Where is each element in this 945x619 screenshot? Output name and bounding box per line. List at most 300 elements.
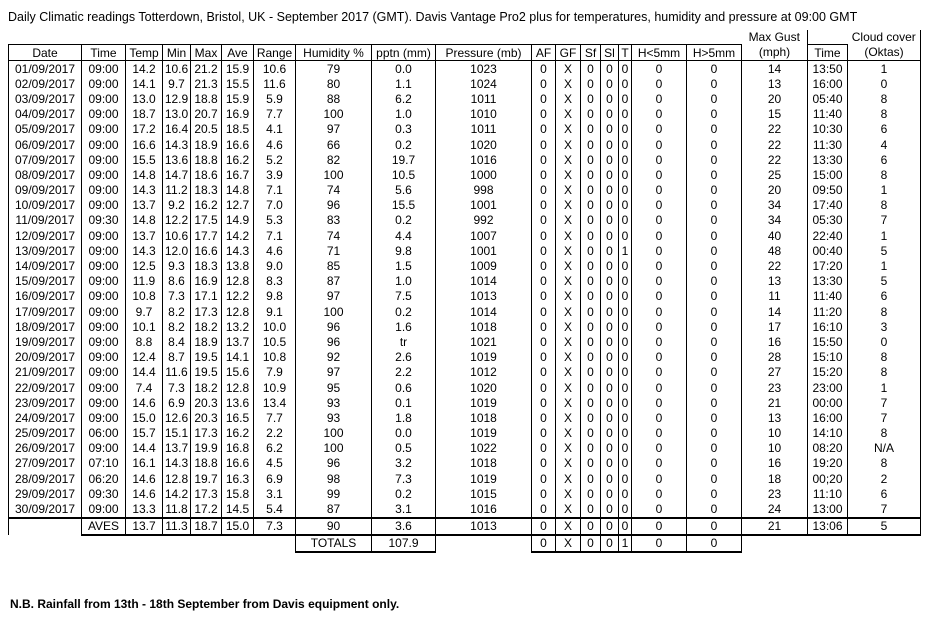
cell-cloud-cover: 1 [848,228,921,243]
aves-t: 0 [619,518,632,535]
cell-max-gust: 15 [742,107,808,122]
cell-ave: 12.8 [222,304,254,319]
cell-hail-lt5: 0 [632,61,687,77]
cell-hail-lt5: 0 [632,486,687,501]
totals-spacer-3 [742,535,921,552]
cell-range: 10.6 [254,61,296,77]
cell-pressure: 1012 [436,365,532,380]
cell-humidity: 97 [296,365,372,380]
cell-cloud-cover: 0 [848,334,921,349]
cell-t: 1 [619,243,632,258]
cell-gust-time: 10:30 [808,122,848,137]
cell-cloud-cover: 8 [848,456,921,471]
cell-af: 0 [532,258,556,273]
cell-min: 8.6 [163,274,191,289]
header-pressure: Pressure (mb) [436,45,532,61]
cell-t: 0 [619,501,632,517]
cell-hail-lt5: 0 [632,410,687,425]
table-row [9,365,921,380]
cell-af: 0 [532,243,556,258]
table-row [9,380,921,395]
cell-gf: X [556,61,581,77]
cell-t: 0 [619,441,632,456]
cell-gf: X [556,380,581,395]
header-pptn: pptn (mm) [372,45,436,61]
header-max-gust: Max Gust [742,30,808,45]
cell-pptn: 0.0 [372,61,436,77]
cell-time: 09:00 [82,395,126,410]
table-row [9,289,921,304]
table-row [9,304,921,319]
cell-gf: X [556,152,581,167]
aves-max: 18.7 [191,518,222,535]
cell-sl: 0 [601,274,619,289]
cell-sl: 0 [601,395,619,410]
cell-t: 0 [619,198,632,213]
cell-sl: 0 [601,441,619,456]
cell-range: 4.5 [254,456,296,471]
cell-time: 09:00 [82,441,126,456]
cell-gf: X [556,228,581,243]
cell-date: 13/09/2017 [9,243,82,258]
cell-t: 0 [619,334,632,349]
totals-hail-lt5: 0 [632,535,687,552]
cell-time: 09:00 [82,76,126,91]
cell-hail-gt5: 0 [687,501,742,517]
cell-humidity: 87 [296,501,372,517]
aves-sl: 0 [601,518,619,535]
cell-sf: 0 [581,183,601,198]
totals-spacer-2 [436,535,532,552]
cell-af: 0 [532,61,556,77]
cell-min: 12.2 [163,213,191,228]
cell-temp: 15.0 [126,410,163,425]
cell-range: 6.9 [254,471,296,486]
cell-max: 17.1 [191,289,222,304]
cell-t: 0 [619,274,632,289]
cell-temp: 11.9 [126,274,163,289]
cell-range: 10.0 [254,319,296,334]
cell-hail-gt5: 0 [687,319,742,334]
cell-pptn: 7.5 [372,289,436,304]
cell-cloud-cover: 7 [848,213,921,228]
cell-af: 0 [532,426,556,441]
cell-hail-gt5: 0 [687,441,742,456]
cell-date: 08/09/2017 [9,167,82,182]
cell-range: 7.1 [254,228,296,243]
cell-sf: 0 [581,304,601,319]
cell-date: 16/09/2017 [9,289,82,304]
cell-af: 0 [532,395,556,410]
cell-hail-gt5: 0 [687,395,742,410]
cell-gust-time: 15:50 [808,334,848,349]
cell-t: 0 [619,426,632,441]
cell-hail-lt5: 0 [632,319,687,334]
cell-min: 8.2 [163,319,191,334]
cell-ave: 16.6 [222,137,254,152]
cell-sf: 0 [581,319,601,334]
cell-temp: 14.4 [126,365,163,380]
cell-humidity: 92 [296,350,372,365]
cell-range: 5.4 [254,501,296,517]
cell-gust-time: 16:00 [808,76,848,91]
header-blank [808,30,848,45]
cell-gust-time: 15:10 [808,350,848,365]
cell-sl: 0 [601,137,619,152]
cell-ave: 15.9 [222,61,254,77]
cell-max: 17.5 [191,213,222,228]
totals-row [9,535,921,552]
cell-time: 09:30 [82,213,126,228]
cell-ave: 12.8 [222,274,254,289]
cell-date: 27/09/2017 [9,456,82,471]
table-row [9,486,921,501]
cell-max: 17.3 [191,426,222,441]
cell-range: 5.3 [254,213,296,228]
cell-cloud-cover: 8 [848,365,921,380]
cell-humidity: 93 [296,395,372,410]
cell-range: 2.2 [254,426,296,441]
cell-gust-time: 22:40 [808,228,848,243]
cell-sl: 0 [601,304,619,319]
cell-sf: 0 [581,137,601,152]
cell-hail-gt5: 0 [687,456,742,471]
cell-t: 0 [619,289,632,304]
cell-hail-gt5: 0 [687,152,742,167]
cell-gf: X [556,319,581,334]
cell-max: 18.2 [191,380,222,395]
cell-sl: 0 [601,122,619,137]
cell-gust-time: 08:20 [808,441,848,456]
cell-hail-gt5: 0 [687,198,742,213]
cell-temp: 13.3 [126,501,163,517]
cell-max-gust: 40 [742,228,808,243]
cell-t: 0 [619,122,632,137]
cell-hail-lt5: 0 [632,76,687,91]
cell-humidity: 97 [296,289,372,304]
cell-date: 25/09/2017 [9,426,82,441]
cell-gf: X [556,350,581,365]
cell-range: 5.2 [254,152,296,167]
cell-af: 0 [532,289,556,304]
cell-max-gust: 23 [742,486,808,501]
cell-max: 20.3 [191,395,222,410]
cell-humidity: 100 [296,167,372,182]
cell-min: 8.7 [163,350,191,365]
aves-af: 0 [532,518,556,535]
cell-gf: X [556,289,581,304]
cell-sf: 0 [581,471,601,486]
cell-af: 0 [532,167,556,182]
header-cloud-cover: (Oktas) [848,45,921,61]
table-row [9,334,921,349]
cell-max: 18.9 [191,137,222,152]
aves-ave: 15.0 [222,518,254,535]
cell-af: 0 [532,91,556,106]
cell-pptn: 0.5 [372,441,436,456]
cell-sl: 0 [601,213,619,228]
cell-sl: 0 [601,107,619,122]
cell-sf: 0 [581,441,601,456]
cell-date: 24/09/2017 [9,410,82,425]
cell-pptn: 0.2 [372,137,436,152]
cell-gust-time: 16:00 [808,410,848,425]
cell-hail-gt5: 0 [687,380,742,395]
cell-date: 22/09/2017 [9,380,82,395]
cell-ave: 14.9 [222,213,254,228]
cell-gf: X [556,365,581,380]
cell-sl: 0 [601,152,619,167]
cell-gust-time: 19:20 [808,456,848,471]
cell-range: 11.6 [254,76,296,91]
cell-gust-time: 09:50 [808,183,848,198]
table-row [9,213,921,228]
aves-hail-gt5: 0 [687,518,742,535]
cell-t: 0 [619,107,632,122]
cell-sf: 0 [581,350,601,365]
cell-af: 0 [532,486,556,501]
table-row [9,167,921,182]
cell-min: 14.2 [163,486,191,501]
cell-range: 7.7 [254,410,296,425]
table-row [9,107,921,122]
cell-gust-time: 00:40 [808,243,848,258]
cell-hail-gt5: 0 [687,76,742,91]
cell-cloud-cover: 7 [848,410,921,425]
cell-sl: 0 [601,410,619,425]
cell-time: 06:00 [82,426,126,441]
cell-date: 09/09/2017 [9,183,82,198]
cell-min: 15.1 [163,426,191,441]
cell-min: 11.6 [163,365,191,380]
cell-gust-time: 17:40 [808,198,848,213]
cell-af: 0 [532,441,556,456]
cell-pptn: 1.0 [372,107,436,122]
cell-min: 6.9 [163,395,191,410]
cell-t: 0 [619,91,632,106]
cell-gf: X [556,167,581,182]
cell-hail-gt5: 0 [687,471,742,486]
cell-date: 03/09/2017 [9,91,82,106]
cell-hail-gt5: 0 [687,91,742,106]
cell-t: 0 [619,258,632,273]
cell-max-gust: 13 [742,274,808,289]
cell-max-gust: 10 [742,441,808,456]
cell-gf: X [556,395,581,410]
cell-gust-time: 13:30 [808,274,848,289]
cell-pptn: 10.5 [372,167,436,182]
cell-af: 0 [532,334,556,349]
cell-ave: 14.2 [222,228,254,243]
cell-gf: X [556,304,581,319]
cell-time: 09:00 [82,274,126,289]
cell-hail-gt5: 0 [687,213,742,228]
cell-gf: X [556,183,581,198]
cell-ave: 12.2 [222,289,254,304]
cell-sf: 0 [581,456,601,471]
cell-pptn: 0.2 [372,213,436,228]
cell-pptn: 5.6 [372,183,436,198]
cell-pressure: 1016 [436,501,532,517]
cell-hail-gt5: 0 [687,243,742,258]
cell-t: 0 [619,304,632,319]
cell-af: 0 [532,410,556,425]
table-row [9,76,921,91]
cell-time: 09:00 [82,319,126,334]
header-hail-gt5: H>5mm [687,45,742,61]
cell-sf: 0 [581,410,601,425]
cell-max-gust: 20 [742,183,808,198]
cell-max: 21.2 [191,61,222,77]
cell-min: 9.2 [163,198,191,213]
cell-date: 18/09/2017 [9,319,82,334]
cell-sf: 0 [581,228,601,243]
cell-cloud-cover: 2 [848,471,921,486]
cell-cloud-cover: 6 [848,122,921,137]
cell-temp: 14.2 [126,61,163,77]
cell-min: 7.3 [163,380,191,395]
cell-hail-lt5: 0 [632,501,687,517]
totals-hail-gt5: 0 [687,535,742,552]
cell-af: 0 [532,456,556,471]
cell-gf: X [556,426,581,441]
cell-range: 13.4 [254,395,296,410]
cell-hail-lt5: 0 [632,243,687,258]
cell-time: 09:00 [82,91,126,106]
cell-sf: 0 [581,107,601,122]
cell-time: 09:00 [82,137,126,152]
cell-pressure: 1023 [436,61,532,77]
cell-ave: 12.8 [222,380,254,395]
cell-temp: 14.6 [126,395,163,410]
cell-temp: 14.6 [126,471,163,486]
cell-sf: 0 [581,76,601,91]
cell-pressure: 1013 [436,289,532,304]
cell-ave: 13.6 [222,395,254,410]
cell-temp: 10.8 [126,289,163,304]
header-humidity: Humidity % [296,45,372,61]
cell-humidity: 66 [296,137,372,152]
totals-af: 0 [532,535,556,552]
cell-hail-gt5: 0 [687,426,742,441]
cell-range: 4.6 [254,243,296,258]
cell-hail-lt5: 0 [632,471,687,486]
cell-hail-lt5: 0 [632,395,687,410]
cell-max: 21.3 [191,76,222,91]
cell-range: 7.7 [254,107,296,122]
cell-ave: 16.2 [222,426,254,441]
footnote: N.B. Rainfall from 13th - 18th September from Davis equipment only. [10,597,400,611]
cell-hail-gt5: 0 [687,122,742,137]
header-row-top [9,30,921,45]
cell-gf: X [556,334,581,349]
cell-hail-gt5: 0 [687,289,742,304]
cell-hail-gt5: 0 [687,274,742,289]
cell-time: 09:00 [82,304,126,319]
cell-pressure: 1018 [436,319,532,334]
cell-cloud-cover: 1 [848,258,921,273]
cell-t: 0 [619,137,632,152]
cell-range: 9.1 [254,304,296,319]
cell-af: 0 [532,213,556,228]
cell-max-gust: 21 [742,395,808,410]
cell-range: 3.9 [254,167,296,182]
cell-sl: 0 [601,228,619,243]
cell-pptn: 1.8 [372,410,436,425]
cell-time: 09:00 [82,107,126,122]
cell-date: 01/09/2017 [9,61,82,77]
cell-humidity: 80 [296,76,372,91]
aves-cloud-cover: 5 [848,518,921,535]
cell-max-gust: 34 [742,198,808,213]
cell-date: 07/09/2017 [9,152,82,167]
cell-temp: 12.4 [126,350,163,365]
cell-humidity: 79 [296,61,372,77]
cell-pptn: 1.0 [372,274,436,289]
cell-cloud-cover: 1 [848,61,921,77]
cell-min: 8.4 [163,334,191,349]
cell-pptn: 2.2 [372,365,436,380]
cell-max-gust: 18 [742,471,808,486]
totals-spacer [9,535,296,552]
cell-min: 14.3 [163,137,191,152]
header-sl: Sl [601,45,619,61]
cell-af: 0 [532,319,556,334]
cell-pptn: 9.8 [372,243,436,258]
cell-pptn: 0.6 [372,380,436,395]
cell-max-gust: 14 [742,304,808,319]
cell-af: 0 [532,183,556,198]
cell-hail-gt5: 0 [687,486,742,501]
cell-date: 02/09/2017 [9,76,82,91]
cell-humidity: 74 [296,183,372,198]
cell-hail-gt5: 0 [687,350,742,365]
cell-hail-gt5: 0 [687,61,742,77]
aves-blank [9,518,82,535]
cell-hail-lt5: 0 [632,426,687,441]
totals-sl: 0 [601,535,619,552]
cell-max: 16.9 [191,274,222,289]
cell-humidity: 100 [296,107,372,122]
cell-pressure: 1020 [436,380,532,395]
cell-time: 09:00 [82,258,126,273]
cell-date: 14/09/2017 [9,258,82,273]
cell-pressure: 1016 [436,152,532,167]
cell-pressure: 1019 [436,350,532,365]
cell-humidity: 99 [296,486,372,501]
cell-range: 10.8 [254,350,296,365]
cell-time: 09:30 [82,486,126,501]
cell-cloud-cover: 1 [848,183,921,198]
cell-temp: 13.0 [126,91,163,106]
cell-ave: 16.2 [222,152,254,167]
cell-sl: 0 [601,334,619,349]
cell-pressure: 1019 [436,471,532,486]
cell-max: 18.2 [191,319,222,334]
totals-sf: 0 [581,535,601,552]
cell-cloud-cover: 5 [848,274,921,289]
cell-gf: X [556,243,581,258]
aves-pressure: 1013 [436,518,532,535]
cell-cloud-cover: 6 [848,289,921,304]
cell-ave: 14.3 [222,243,254,258]
cell-ave: 15.5 [222,76,254,91]
cell-t: 0 [619,486,632,501]
cell-gf: X [556,122,581,137]
cell-date: 05/09/2017 [9,122,82,137]
cell-min: 10.6 [163,61,191,77]
cell-max: 17.7 [191,228,222,243]
